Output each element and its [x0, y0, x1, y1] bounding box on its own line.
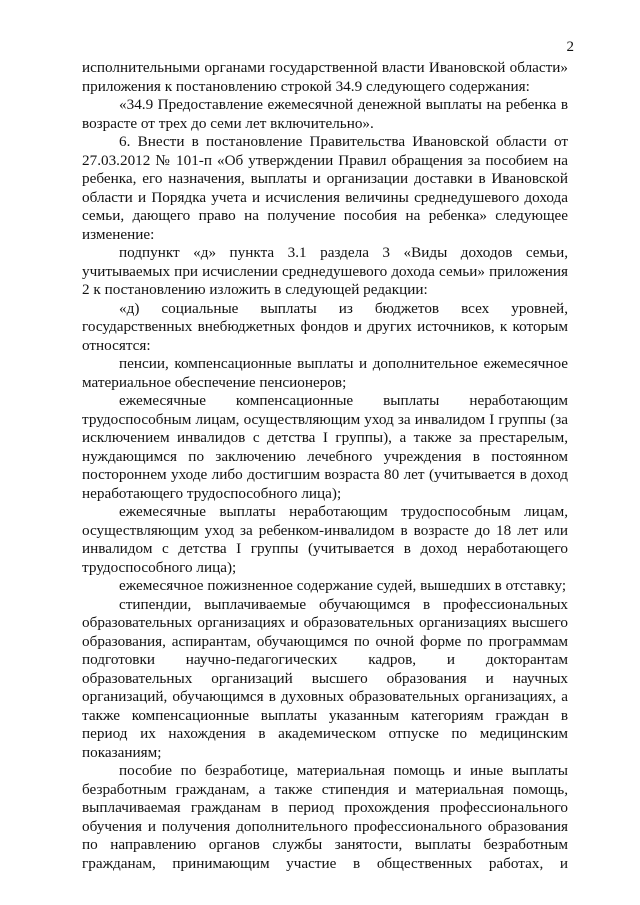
page-number: 2 — [566, 39, 574, 55]
paragraph-row-34-9: «34.9 Предоставление ежемесячной денежной выплаты на ребенка в возрасте от трех до семи лет включительно». — [82, 96, 568, 132]
paragraph-judges-allowance: ежемесячное пожизненное содержание судей, вышедших в отставку; — [119, 577, 567, 594]
document-body — [82, 59, 568, 873]
paragraph-unemployment-benefits: пособие по безработице, материальная помощь и иные выплаты безработным гражданам, а также стипендия и материальная помощь, выплачиваемая гражданам в период прохождения профессионального обучения и получения дополнительного профессионального образования по направлению органов службы занятости, выплаты безработным гражданам, принимающим участие в общественных работах, и — [82, 762, 568, 872]
paragraph-compensation-caregivers: ежемесячные компенсационные выплаты неработающим трудоспособным лицам, осуществляющим уход за инвалидом I группы (за исключением инвалидов с детства I группы), а также за престарелым, нуждающимся по заключению лечебного учреждения в постоянном постороннем уходе либо достигшим возраста 80 лет (учитывается в доход неработающего трудоспособного лица); — [82, 392, 568, 502]
paragraph-subitem-d: подпункт «д» пункта 3.1 раздела 3 «Виды доходов семьи, учитываемых при исчислении среднедушевого дохода семьи» приложения 2 к постановлению изложить в следующей редакции: — [82, 244, 568, 298]
paragraph-child-disability-care: ежемесячные выплаты неработающим трудоспособным лицам, осуществляющим уход за ребенком-инвалидом в возрасте до 18 лет или инвалидом с детства I группы (учитывается в доход неработающего трудоспособного лица); — [82, 503, 568, 576]
paragraph-pensions: пенсии, компенсационные выплаты и дополнительное ежемесячное материальное обеспечение пенсионеров; — [82, 355, 568, 391]
paragraph-continuation: исполнительными органами государственной власти Ивановской области» приложения к постановлению строкой 34.9 следующего содержания: — [82, 59, 568, 95]
paragraph-item-6: 6. Внести в постановление Правительства Ивановской области от 27.03.2012 № 101-п «Об утверждении Правил обращения за пособием на ребенка, его назначения, выплаты и организации доставки в Ивановской области и Порядка учета и исчисления величины среднедушевого дохода семьи, дающего право на получение пособия на ребенка» следующее изменение: — [82, 133, 568, 243]
paragraph-social-payments: «д) социальные выплаты из бюджетов всех уровней, государственных внебюджетных фондов и других источников, к которым относятся: — [82, 299, 568, 354]
paragraph-stipends: стипендии, выплачиваемые обучающимся в профессиональных образовательных организациях и образовательных организациях высшего образования, аспирантам, обучающимся по очной форме по программам подготовки научно-педагогических кадров, и докторантам образовательных организаций высшего образования и научных организаций, обучающимся в духовных образовательных организациях, а также компенсационные выплаты указанным категориям граждан в период их нахождения в академическом отпуске по медицинским показаниям; — [82, 595, 568, 761]
